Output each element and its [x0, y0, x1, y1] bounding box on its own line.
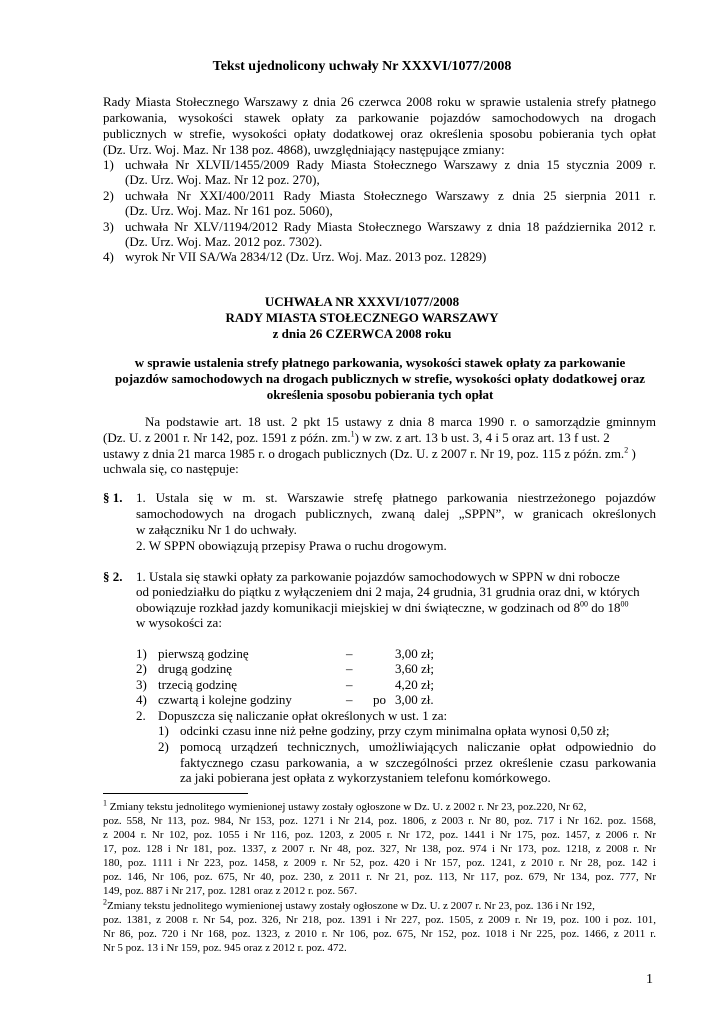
footnote-1-line: poz. 558, Nr 113, poz. 984, Nr 153, poz. 1271 i Nr 214, poz. 1806, z 2003 r. Nr 80, poz. 717 i Nr 162. poz. 1568, — [103, 815, 656, 827]
basis-line: Na podstawie art. 18 ust. 2 pkt 15 ustawy z dnia 8 marca 1990 r. o samorządzie gminnym — [145, 414, 656, 429]
footnote-separator — [103, 793, 248, 794]
rate-label: trzecią godzinę — [158, 677, 238, 692]
rate-number: 2) — [136, 661, 147, 676]
change-item-cont: (Dz. Urz. Woj. Maz. 2012 poz. 7302). — [125, 234, 323, 249]
footnote-1-line: 17, poz. 128 i Nr 181, poz. 1337, z 2007 r. Nr 48, poz. 327, Nr 138, poz. 974 i Nr 173, poz. 1218, z 2008 r. Nr — [103, 843, 656, 855]
resolution-date: z dnia 26 CZERWCA 2008 roku — [272, 326, 452, 341]
rate-dash: – — [346, 692, 353, 707]
point-text: Dopuszcza się naliczanie opłat określonych w ust. 1 za: — [158, 708, 448, 723]
rate-dash: – — [346, 677, 353, 692]
section1-line: samochodowych na drogach publicznych, zwaną dalej „SPPN”, w granicach określonych — [136, 506, 656, 521]
rate-label: czwartą i kolejne godziny — [158, 692, 292, 707]
change-number: 3) — [103, 219, 114, 234]
resolution-subject: określenia sposobu pobierania tych opłat — [266, 387, 494, 402]
footnote-1-line: z 2004 r. Nr 102, poz. 1055 i Nr 116, poz. 1203, z 2005 r. Nr 172, poz. 1441 i Nr 175, poz. 1457, z 2006 r. Nr — [103, 829, 656, 841]
section2-line: od poniedziałku do piątku z wyłączeniem dni 2 maja, 24 grudnia, 31 grudnia oraz dni, w których — [136, 584, 640, 599]
footnote-ref[interactable]: 1 — [350, 429, 355, 439]
change-item-cont: (Dz. Urz. Woj. Maz. Nr 161 poz. 5060), — [125, 203, 333, 218]
footnote-ref[interactable]: 2 — [624, 445, 629, 455]
intro-line: parkowania, wysokości stawek opłaty za parkowanie pojazdów samochodowych na drogach — [103, 110, 656, 125]
document-title: Tekst ujednolicony uchwały Nr XXXVI/1077/2008 — [212, 59, 512, 74]
subpoint-text: odcinki czasu inne niż pełne godziny, przy czym minimalna opłata wynosi 0,50 zł; — [180, 723, 610, 738]
section2-line: w wysokości za: — [136, 615, 222, 630]
subpoint-text: za jaki pobierana jest opłata z wykorzystaniem telefonu komórkowego. — [180, 770, 551, 785]
footnote-mark: 1 — [103, 798, 107, 808]
rate-number: 4) — [136, 692, 147, 707]
rate-dash: – — [346, 661, 353, 676]
intro-line: publicznych w strefie, wysokości opłaty dodatkowej oraz określenia sposobu pobierania tych opłat — [103, 126, 656, 141]
footnote-2-line: Nr 86, poz. 720 i Nr 168, poz. 1323, z 2010 r. Nr 106, poz. 675, Nr 152, poz. 1018 i Nr 225, poz. 1466, z 2011 r. — [103, 928, 656, 940]
rate-number: 3) — [136, 677, 147, 692]
section1-line: 1. Ustala się w m. st. Warszawie strefę płatnego parkowania niestrzeżonego pojazdów — [136, 490, 656, 505]
change-number: 4) — [103, 249, 114, 264]
footnote-2-line: Nr 5 poz. 13 i Nr 159, poz. 945 oraz z 2012 r. poz. 472. — [103, 942, 347, 954]
rate-amount: 3,60 zł; — [395, 661, 434, 676]
change-item: uchwała Nr XLVII/1455/2009 Rady Miasta Stołecznego Warszawy z dnia 15 stycznia 2009 r. — [125, 157, 656, 172]
rate-amount: 3,00 zł. — [395, 692, 434, 707]
rate-prefix: po — [373, 692, 386, 707]
subpoint-number: 2) — [158, 739, 169, 754]
intro-line: Rady Miasta Stołecznego Warszawy z dnia 26 czerwca 2008 roku w sprawie ustalenia strefy płatnego — [103, 94, 656, 109]
section-mark: § 1. — [103, 490, 123, 505]
rate-label: drugą godzinę — [158, 661, 233, 676]
change-item: uchwała Nr XLV/1194/2012 Rady Miasta Stołecznego Warszawy z dnia 18 października 2012 r. — [125, 219, 656, 234]
resolution-council: RADY MIASTA STOŁECZNEGO WARSZAWY — [225, 310, 499, 325]
change-item-cont: (Dz. Urz. Woj. Maz. Nr 12 poz. 270), — [125, 172, 320, 187]
subpoint-text: faktycznego czasu parkowania, a w szczególności przez określenie czasu parkowania — [180, 755, 656, 770]
section1-line: 2. W SPPN obowiązują przepisy Prawa o ruchu drogowym. — [136, 538, 447, 553]
resolution-subject: pojazdów samochodowych na drogach publicznych w strefie, wysokości opłaty dodatkowej oraz — [114, 371, 645, 386]
resolution-heading: UCHWAŁA NR XXXVI/1077/2008 — [264, 294, 460, 309]
basis-line: uchwala się, co następuje: — [103, 461, 239, 476]
basis-line: (Dz. U. z 2001 r. Nr 142, poz. 1591 z późn. zm.$^1$) w zw. z art. 13 b ust. 3, 4 i 5 oraz art. 13 f ust. 2 — [103, 429, 610, 445]
resolution-subject: w sprawie ustalenia strefy płatnego parkowania, wysokości stawek opłaty za parkowanie — [134, 355, 626, 370]
section2-line: obowiązuje rozkład jazdy komunikacji miejskiej w dni świąteczne, w godzinach od $8^{00}$ do $18^{00}$ — [136, 599, 629, 615]
subpoint-text: pomocą urządzeń technicznych, umożliwiających naliczanie opłat odpowiednio do — [180, 739, 656, 754]
footnote-1-line: 149, poz. 887 i Nr 217, poz. 1281 oraz z 2012 r. poz. 567. — [103, 885, 358, 897]
change-item: wyrok Nr VII SA/Wa 2834/12 (Dz. Urz. Woj. Maz. 2013 poz. 12829) — [125, 249, 487, 264]
footnote-1-line: $^1$ Zmiany tekstu jednolitego wymienionej ustawy zostały ogłoszone w Dz. U. z 2002 r. Nr 23, poz.220, Nr 62, — [103, 798, 587, 813]
footnote-2-line: $^2$Zmiany tekstu jednolitego wymienionej ustawy zostały ogłoszone w Dz. U. z 2007 r. Nr 23, poz. 136 i Nr 192, — [103, 897, 595, 912]
change-number: 1) — [103, 157, 114, 172]
rate-number: 1) — [136, 646, 147, 661]
basis-line: ustawy z dnia 21 marca 1985 r. o drogach publicznych (Dz. U. z 2007 r. Nr 19, poz. 115 z późn. zm.$^2$ ) — [103, 445, 636, 461]
intro-line: (Dz. Urz. Woj. Maz. Nr 138 poz. 4868), uwzględniający następujące zmiany: — [103, 142, 505, 157]
section2-line: 1. Ustala się stawki opłaty za parkowanie pojazdów samochodowych w SPPN w dni robocze — [136, 569, 620, 584]
point-number: 2. — [136, 708, 146, 723]
change-item: uchwała Nr XXI/400/2011 Rady Miasta Stołecznego Warszawy z dnia 25 sierpnia 2011 r. — [125, 188, 656, 203]
footnote-2-line: poz. 1381, z 2008 r. Nr 54, poz. 326, Nr 218, poz. 1391 i Nr 227, poz. 1505, z 2009 r. Nr 19, poz. 100 i poz. 101, — [103, 914, 656, 926]
rate-dash: – — [346, 646, 353, 661]
rate-label: pierwszą godzinę — [158, 646, 249, 661]
section-mark: § 2. — [103, 569, 123, 584]
page-number: 1 — [646, 972, 653, 987]
section1-line: w załączniku Nr 1 do uchwały. — [136, 522, 297, 537]
change-number: 2) — [103, 188, 114, 203]
subpoint-number: 1) — [158, 723, 169, 738]
rate-amount: 3,00 zł; — [395, 646, 434, 661]
rate-amount: 4,20 zł; — [395, 677, 434, 692]
footnote-mark: 2 — [103, 897, 107, 907]
footnote-1-line: poz. 146, Nr 106, poz. 675, Nr 40, poz. 230, z 2011 r. Nr 21, poz. 113, Nr 117, poz. 679, Nr 134, poz. 777, Nr — [103, 871, 656, 883]
footnote-1-line: 180, poz. 1111 i Nr 223, poz. 1458, z 2009 r. Nr 52, poz. 420 i Nr 157, poz. 1241, z 2010 r. Nr 28, poz. 142 i — [103, 857, 656, 869]
